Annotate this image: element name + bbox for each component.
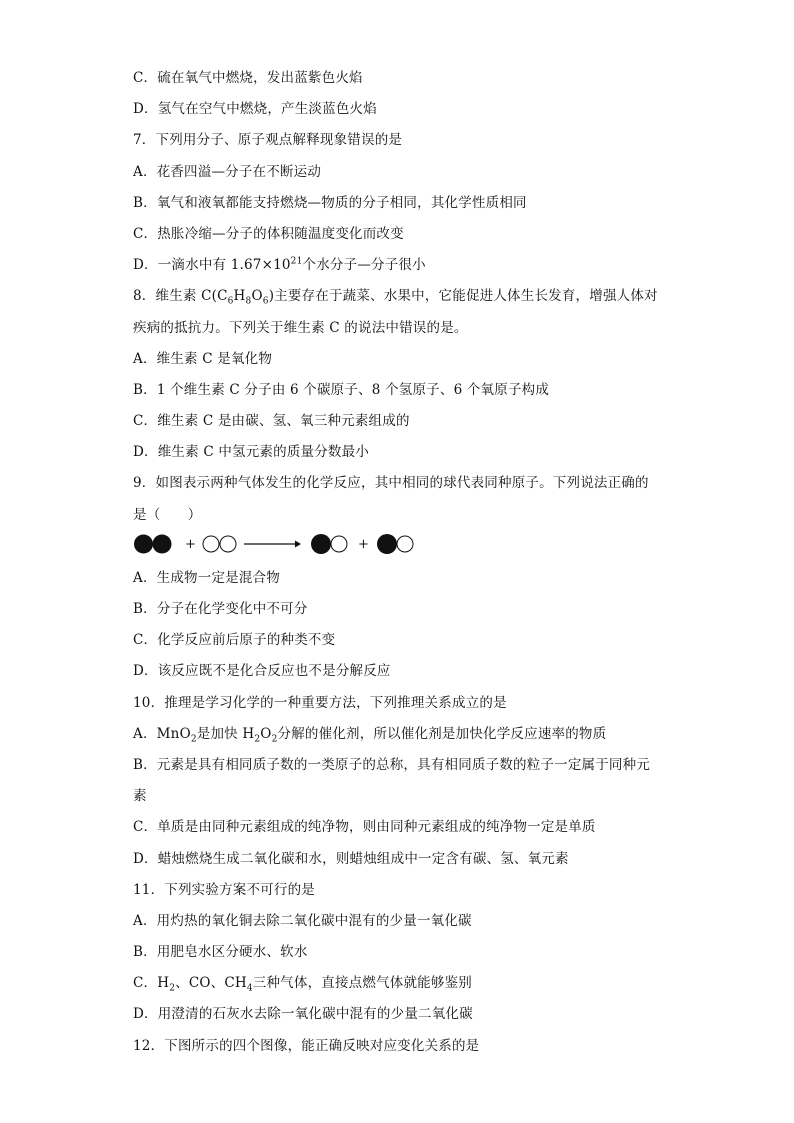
q9-option-c: C．化学反应前后原子的种类不变: [133, 632, 336, 649]
q7-option-d: D．一滴水中有 $1.67\times 10^{21}$个水分子—分子很小: [133, 256, 426, 274]
plus-sign-1: +: [185, 536, 196, 552]
q10-option-a: A．MnO$_2$是加快 $H_2O_2$分解的催化剂，所以催化剂是加快化学反应速率的物质: [133, 725, 607, 745]
reaction-arrow-head-icon: [295, 540, 301, 547]
q12-stem: 12．下图所示的四个图像，能正确反映对应变化关系的是: [133, 1037, 480, 1054]
q8-stem: 8．维生素 $C(C_6H_8O_6)$主要存在于蔬菜、水果中，它能促进人体生长发育，增强人体对: [133, 288, 658, 307]
product2-atom2-icon: [397, 536, 413, 552]
q11-option-c: C．$H_2$、CO、$CH_4$三种气体，直接点燃气体就能够鉴别: [133, 975, 472, 994]
q8-option-b: B．1 个维生素 C 分子由 6 个碳原子、8 个氢原子、6 个氧原子构成: [133, 381, 550, 398]
q9-stem-cont: 是（ ）: [133, 506, 202, 523]
q9-stem: 9．如图表示两种气体发生的化学反应，其中相同的球代表同种原子。下列说法正确的: [133, 475, 649, 492]
q6-option-c: C．硫在氧气中燃烧，发出蓝紫色火焰: [133, 70, 363, 86]
q8-option-c: C．维生素 C 是由碳、氢、氧三种元素组成的: [133, 413, 410, 430]
q7-option-c: C．热胀冷缩—分子的体积随温度变化而改变: [133, 225, 404, 242]
q7-option-b: B．氧气和液氧都能支持燃烧—物质的分子相同，其化学性质相同: [133, 194, 527, 211]
reactant2-atom1-icon: [203, 536, 219, 552]
q10-stem: 10．推理是学习化学的一种重要方法，下列推理关系成立的是: [133, 694, 507, 711]
q10-option-d: D．蜡烛燃烧生成二氧化碳和水，则蜡烛组成中一定含有碳、氢、氧元素: [133, 850, 569, 867]
q8-option-a: A．维生素 C 是氧化物: [133, 350, 273, 367]
document-page: [133, 63, 673, 1062]
q7-option-a: A．花香四溢—分子在不断运动: [133, 163, 322, 180]
reaction-diagram: [133, 530, 673, 563]
plus-sign-2: +: [358, 536, 369, 552]
q10-option-b-cont: 素: [133, 788, 147, 805]
reactant1-atom2-icon: [153, 534, 172, 553]
q9-option-d: D．该反应既不是化合反应也不是分解反应: [133, 663, 391, 680]
q11-option-d: D．用澄清的石灰水去除一氧化碳中混有的少量二氧化碳: [133, 1006, 473, 1023]
q11-stem: 11．下列实验方案不可行的是: [133, 881, 315, 898]
q8-option-d: D．维生素 C 中氢元素的质量分数最小: [133, 444, 370, 461]
q11-option-a: A．用灼热的氧化铜去除二氧化碳中混有的少量一氧化碳: [133, 912, 472, 929]
molecule-reaction-svg: [133, 530, 433, 560]
reactant1-atom1-icon: [134, 534, 153, 553]
product1-atom2-icon: [331, 536, 347, 552]
reactant2-atom2-icon: [220, 536, 236, 552]
q10-option-c: C．单质是由同种元素组成的纯净物，则由同种元素组成的纯净物一定是单质: [133, 819, 596, 836]
q9-option-a: A．生成物一定是混合物: [133, 569, 280, 586]
q9-option-b: B．分子在化学变化中不可分: [133, 601, 308, 617]
q6-option-d: D．氢气在空气中燃烧，产生淡蓝色火焰: [133, 101, 377, 118]
q10-option-b: B．元素是具有相同质子数的一类原子的总称，具有相同质子数的粒子一定属于同种元: [133, 756, 651, 773]
q8-stem-cont: 疾病的抵抗力。下列关于维生素 C 的说法中错误的是。: [133, 319, 468, 336]
q11-option-b: B．用肥皂水区分硬水、软水: [133, 944, 308, 961]
product2-atom1-icon: [377, 534, 397, 554]
product1-atom1-icon: [311, 534, 331, 554]
q7-stem: 7．下列用分子、原子观点解释现象错误的是: [133, 132, 403, 149]
